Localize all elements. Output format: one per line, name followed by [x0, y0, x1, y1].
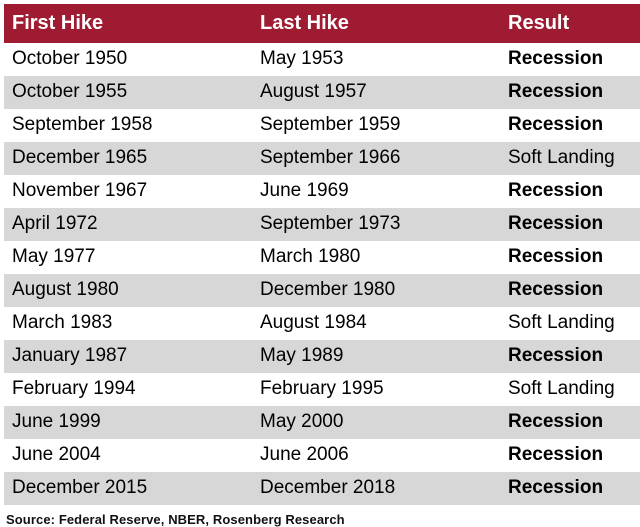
table-row — [4, 175, 640, 208]
column-header-result: Result — [500, 4, 640, 43]
cell-result: Recession — [500, 208, 640, 241]
cell-last-hike: September 1973 — [252, 208, 500, 241]
table-row — [4, 43, 640, 76]
cell-result: Soft Landing — [500, 307, 640, 340]
cell-last-hike: September 1966 — [252, 142, 500, 175]
table-row — [4, 406, 640, 439]
cell-first-hike: January 1987 — [4, 340, 252, 373]
source-note: Source: Federal Reserve, NBER, Rosenberg Research — [6, 512, 345, 527]
table-row — [4, 142, 640, 175]
cell-first-hike: June 1999 — [4, 406, 252, 439]
column-header-first-hike: First Hike — [4, 4, 252, 43]
table-row — [4, 439, 640, 472]
cell-first-hike: October 1950 — [4, 43, 252, 76]
table-header — [4, 4, 640, 43]
table-row — [4, 76, 640, 109]
cell-first-hike: October 1955 — [4, 76, 252, 109]
cell-first-hike: June 2004 — [4, 439, 252, 472]
cell-result: Recession — [500, 340, 640, 373]
cell-first-hike: April 1972 — [4, 208, 252, 241]
cell-result: Soft Landing — [500, 142, 640, 175]
table-body — [4, 43, 640, 505]
cell-result: Recession — [500, 43, 640, 76]
cell-last-hike: December 1980 — [252, 274, 500, 307]
cell-result: Soft Landing — [500, 373, 640, 406]
cell-result: Recession — [500, 76, 640, 109]
cell-first-hike: September 1958 — [4, 109, 252, 142]
cell-result: Recession — [500, 406, 640, 439]
table-row — [4, 307, 640, 340]
table-row — [4, 109, 640, 142]
cell-result: Recession — [500, 241, 640, 274]
table-row — [4, 373, 640, 406]
cell-last-hike: May 1989 — [252, 340, 500, 373]
cell-last-hike: May 2000 — [252, 406, 500, 439]
table-row — [4, 340, 640, 373]
cell-last-hike: December 2018 — [252, 472, 500, 505]
cell-first-hike: November 1967 — [4, 175, 252, 208]
cell-first-hike: December 2015 — [4, 472, 252, 505]
cell-last-hike: May 1953 — [252, 43, 500, 76]
cell-last-hike: March 1980 — [252, 241, 500, 274]
chart-container — [0, 4, 640, 527]
cell-first-hike: May 1977 — [4, 241, 252, 274]
rate-hike-cycles-table — [4, 4, 640, 505]
cell-result: Recession — [500, 472, 640, 505]
column-header-last-hike: Last Hike — [252, 4, 500, 43]
table-row — [4, 241, 640, 274]
cell-result: Recession — [500, 109, 640, 142]
table-header-row — [4, 4, 640, 43]
cell-last-hike: September 1959 — [252, 109, 500, 142]
table-row — [4, 472, 640, 505]
cell-first-hike: December 1965 — [4, 142, 252, 175]
cell-last-hike: February 1995 — [252, 373, 500, 406]
cell-first-hike: August 1980 — [4, 274, 252, 307]
cell-last-hike: June 2006 — [252, 439, 500, 472]
table-row — [4, 208, 640, 241]
cell-result: Recession — [500, 274, 640, 307]
cell-last-hike: August 1957 — [252, 76, 500, 109]
cell-first-hike: March 1983 — [4, 307, 252, 340]
table-row — [4, 274, 640, 307]
cell-result: Recession — [500, 175, 640, 208]
cell-last-hike: June 1969 — [252, 175, 500, 208]
cell-first-hike: February 1994 — [4, 373, 252, 406]
cell-result: Recession — [500, 439, 640, 472]
cell-last-hike: August 1984 — [252, 307, 500, 340]
